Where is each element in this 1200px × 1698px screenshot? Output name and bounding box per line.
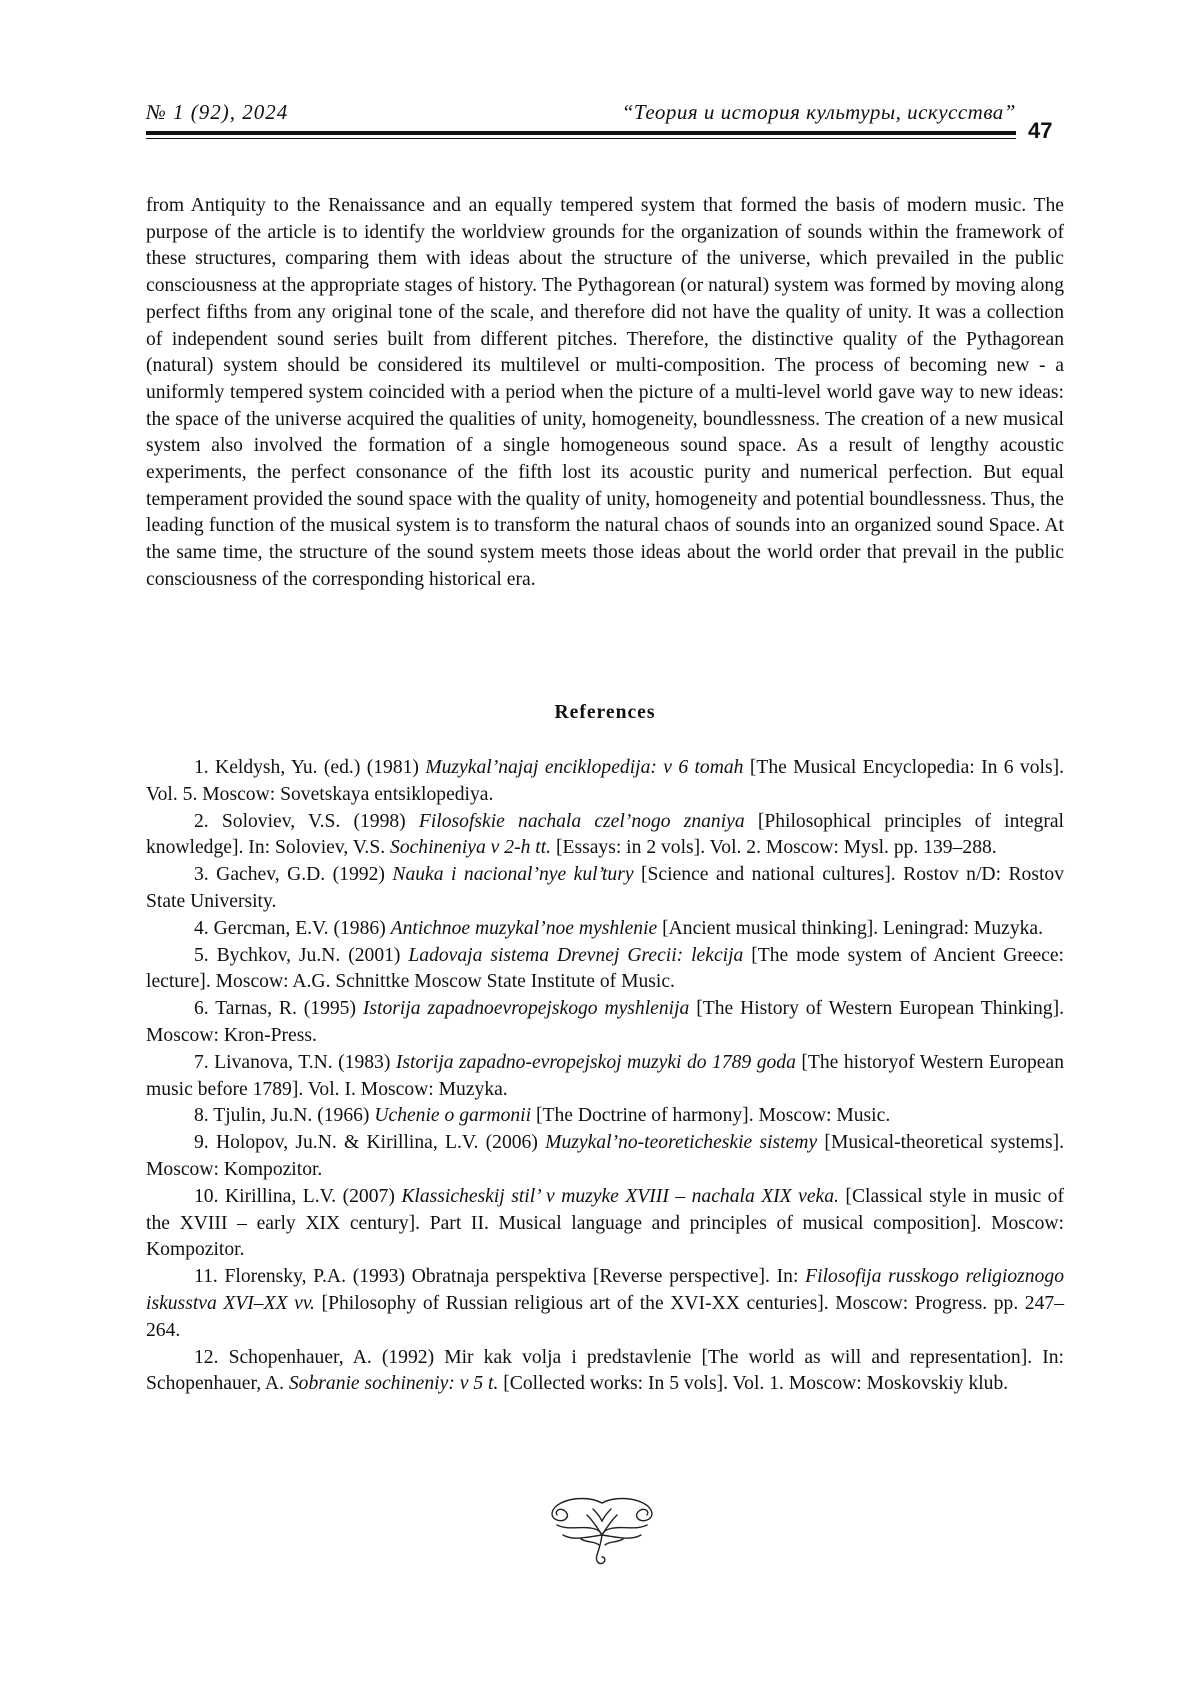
reference-item: 10. Kirillina, L.V. (2007) Klassicheskij stil’ v muzyke XVIII – nachala XIX veka. [Classical style in music of the XVIII – early XIX century]. Part II. Musical language and principles of musical composition]. Moscow: Kompozitor. [146,1185,1064,1261]
reference-item: 5. Bychkov, Ju.N. (2001) Ladovaja sistema Drevnej Grecii: lekcija [The mode system of Ancient Greece: lecture]. Moscow: A.G. Schnittke Moscow State Institute of Music. [146,944,1064,993]
reference-item: 11. Florensky, P.A. (1993) Obratnaja perspektiva [Reverse perspective]. In: Filosofija russkogo religioznogo iskusstva XVI–XX vv. [Philosophy of Russian religious art of the XVI-XX centuries]. Moscow: Progress. pp. 247–264. [146,1266,1064,1341]
reference-item: 12. Schopenhauer, A. (1992) Mir kak volja i predstavlenie [The world as will and representation]. In: Schopenhauer, A. Sobranie sochineniy: v 5 t. [Collected works: In 5 vols]. Vol. 1. Moscow: Moskovskiy klub. [146,1346,1064,1395]
reference-item: 1. Keldysh, Yu. (ed.) (1981) Muzykal’najaj enciklopedija: v 6 tomah [The Musical Encyclopedia: In 6 vols]. Vol. 5. Moscow: Sovetskaya entsiklopediya. [146,757,1064,805]
issue-number: № 1 (92), 2024 [146,100,289,124]
body-paragraph: from Antiquity to the Renaissance and an equally tempered system that formed the basis of modern music. The purpose of the article is to identify the worldview grounds for the organization of sounds within the framework of these structures, comparing them with ideas about the structure of the universe, which prevailed in the public consciousness at the appropriate stages of history. The Pythagorean (or natural) system was formed by moving along perfect fifths from any original tone of the scale, and therefore did not have the quality of unity. It was a collection of independent sound series built from different pitches. Therefore, the distinctive quality of the Pythagorean (natural) system should be considered its multilevel or multi-composition. The process of becoming new - a uniformly tempered system coincided with a period when the picture of a multi-level world gave way to new ideas: the space of the universe acquired the qualities of unity, homogeneity, boundlessness. The creation of a new musical system also involved the formation of a single homogeneous sound space. As a result of lengthy acoustic experiments, the perfect consonance of the fifth lost its acoustic purity and numerical perfection. But equal temperament provided the sound space with the quality of unity, homogeneity and potential boundlessness. Thus, the leading function of the musical system is to transform the natural chaos of sounds into an organized sound Space. At the same time, the structure of the sound system meets those ideas about the world order that prevail in the public consciousness of the corresponding historical era. [146,195,1064,590]
header-rule-thin [146,138,1016,139]
page-number: 47 [1028,118,1053,143]
reference-item: 9. Holopov, Ju.N. & Kirillina, L.V. (2006) Muzykal’no-teoreticheskie sistemy [Musical-theoretical systems]. Moscow: Kompozitor. [146,1132,1064,1180]
reference-item: 4. Gercman, E.V. (1986) Antichnoe muzykal’noe myshlenie [Ancient musical thinking]. Leningrad: Muzyka. [194,917,1044,939]
reference-item: 6. Tarnas, R. (1995) Istorija zapadnoevropejskogo myshlenija [The History of Western European Thinking]. Moscow: Kron-Press. [146,998,1065,1046]
reference-item: 2. Soloviev, V.S. (1998) Filosofskie nachala czel’nogo znaniya [Philosophical principles of integral knowledge]. In: Soloviev, V.S. Sochineniya v 2-h tt. [Essays: in 2 vols]. Vol. 2. Moscow: Mysl. pp. 139–288. [146,810,1064,859]
reference-item: 7. Livanova, T.N. (1983) Istorija zapadno-evropejskoj muzyki do 1789 goda [The historyof Western European music before 1789]. Vol. I. Moscow: Muzyka. [146,1051,1064,1100]
header-rule-thick [146,131,1016,135]
flourish-ornament-icon [543,1495,661,1567]
reference-item: 3. Gachev, G.D. (1992) Nauka i nacional’nye kul’tury [Science and national cultures]. Rostov n/D: Rostov State University. [146,864,1065,912]
journal-title: “Теория и история культуры, искусства” [621,100,1016,124]
references-heading: References [554,702,656,723]
references-list [146,755,1064,1398]
reference-item: 8. Tjulin, Ju.N. (1966) Uchenie o garmonii [The Doctrine of harmony]. Moscow: Music. [194,1105,891,1127]
